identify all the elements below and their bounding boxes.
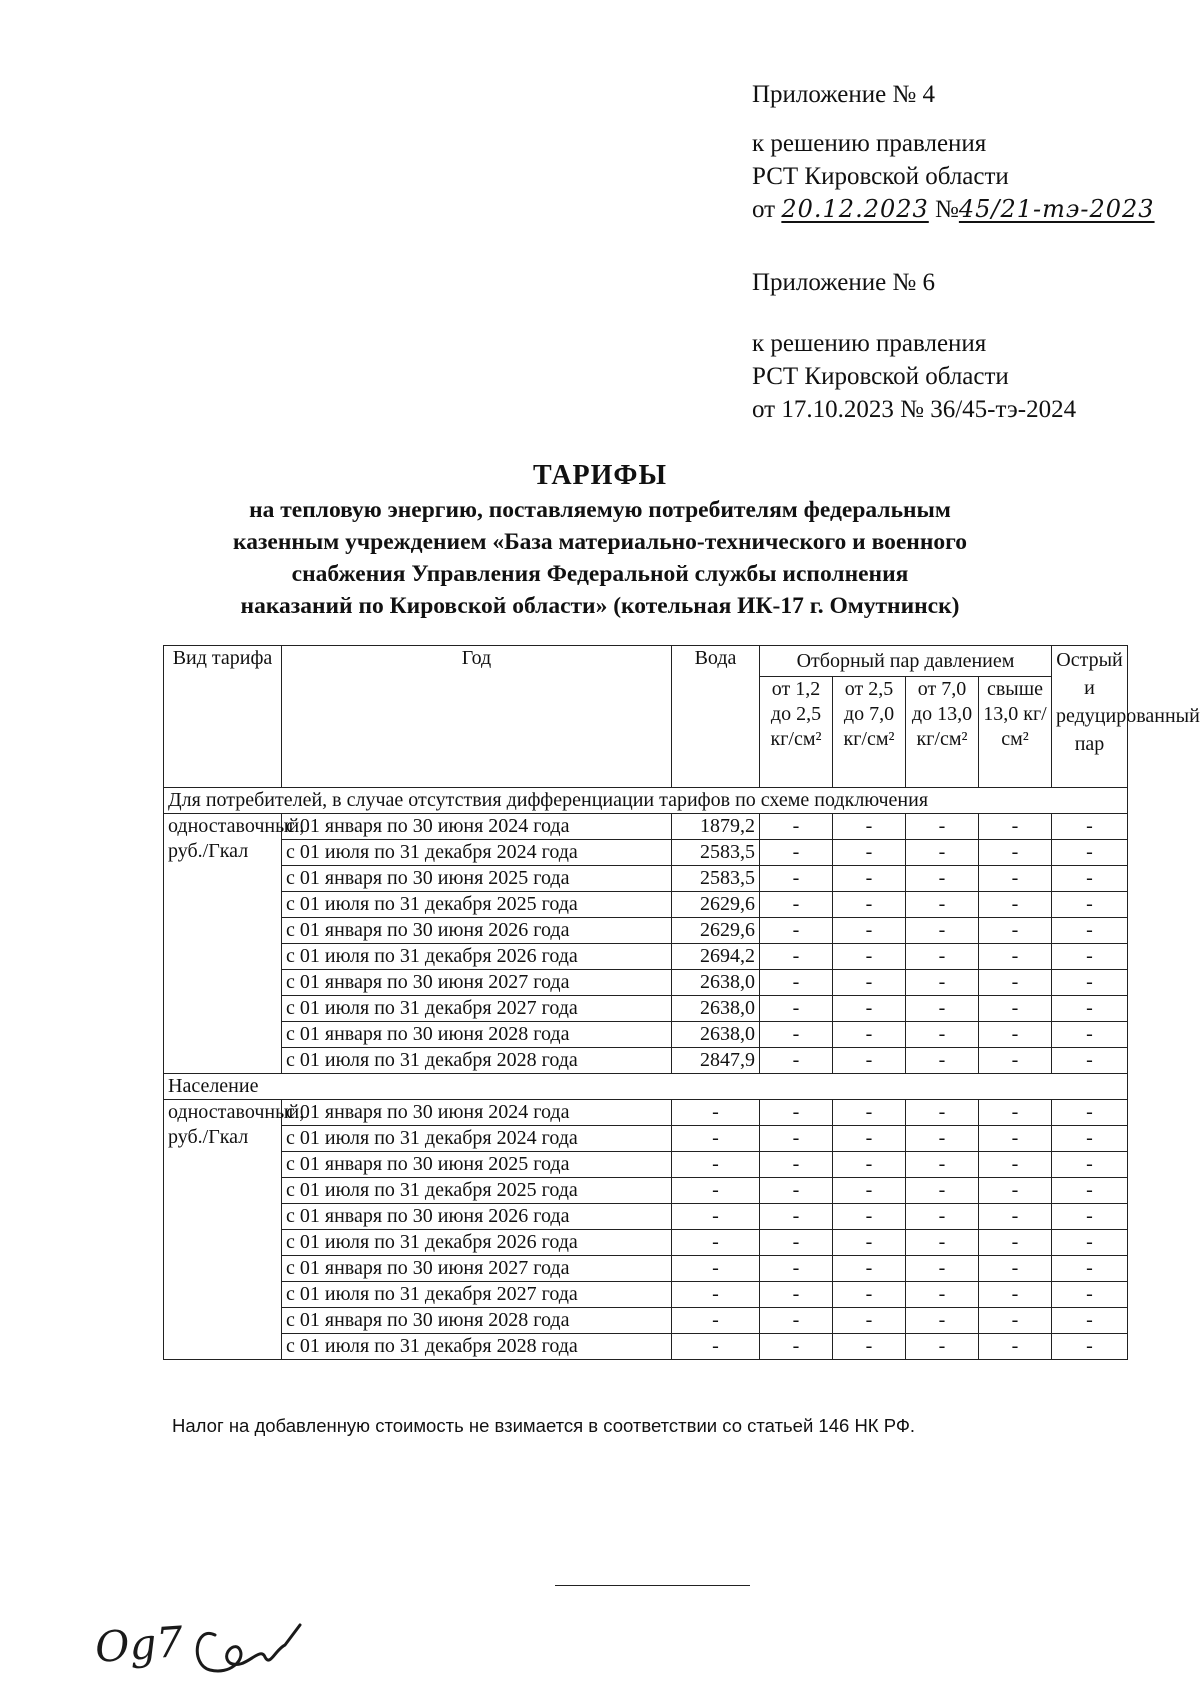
appendix-line: РСТ Кировской области xyxy=(752,363,1009,390)
table-row xyxy=(164,1022,1128,1048)
appendix-date-line xyxy=(752,193,1155,226)
sharp-cell: - xyxy=(1052,1256,1128,1282)
period-cell: с 01 января по 30 июня 2026 года xyxy=(282,918,672,944)
p4-cell: - xyxy=(979,1152,1052,1178)
handwritten-signature xyxy=(95,1605,325,1695)
period-cell: с 01 июля по 31 декабря 2025 года xyxy=(282,1178,672,1204)
period-cell: с 01 января по 30 июня 2027 года xyxy=(282,1256,672,1282)
table-row xyxy=(164,1152,1128,1178)
appendix-line: к решению правления xyxy=(752,130,987,157)
sharp-cell: - xyxy=(1052,1126,1128,1152)
p1-cell: - xyxy=(760,866,833,892)
water-cell: - xyxy=(672,1308,760,1334)
p4-cell: - xyxy=(979,814,1052,840)
separator-line xyxy=(555,1585,750,1586)
p3-cell: - xyxy=(906,1230,979,1256)
p2-cell: - xyxy=(833,1178,906,1204)
sharp-cell: - xyxy=(1052,944,1128,970)
period-cell: с 01 января по 30 июня 2028 года xyxy=(282,1022,672,1048)
p3-cell: - xyxy=(906,1204,979,1230)
p2-cell: - xyxy=(833,996,906,1022)
p3-cell: - xyxy=(906,1022,979,1048)
period-cell: с 01 июля по 31 декабря 2026 года xyxy=(282,944,672,970)
p1-cell: - xyxy=(760,1100,833,1126)
p2-cell: - xyxy=(833,1334,906,1360)
header-p4: свыше 13,0 кг/см² xyxy=(979,677,1052,788)
water-cell: - xyxy=(672,1126,760,1152)
sharp-cell: - xyxy=(1052,1152,1128,1178)
table-row xyxy=(164,996,1128,1022)
period-cell: с 01 июля по 31 декабря 2027 года xyxy=(282,1282,672,1308)
water-cell: 1879,2 xyxy=(672,814,760,840)
table-row xyxy=(164,1204,1128,1230)
tariff-type-cell: одноставочный, руб./Гкал xyxy=(164,1100,282,1360)
header-sharp-steam: Острый и редуцированный пар xyxy=(1052,646,1128,788)
p3-cell: - xyxy=(906,1152,979,1178)
sharp-cell: - xyxy=(1052,996,1128,1022)
water-cell: 2629,6 xyxy=(672,892,760,918)
p2-cell: - xyxy=(833,1308,906,1334)
sharp-cell: - xyxy=(1052,1230,1128,1256)
p3-cell: - xyxy=(906,1100,979,1126)
p1-cell: - xyxy=(760,1022,833,1048)
p3-cell: - xyxy=(906,918,979,944)
water-cell: 2847,9 xyxy=(672,1048,760,1074)
water-cell: 2694,2 xyxy=(672,944,760,970)
p1-cell: - xyxy=(760,944,833,970)
p1-cell: - xyxy=(760,892,833,918)
title-line: наказаний по Кировской области» (котельная ИК-17 г. Омутнинск) xyxy=(240,593,960,619)
sharp-cell: - xyxy=(1052,1100,1128,1126)
title-main: ТАРИФЫ xyxy=(533,460,667,491)
p1-cell: - xyxy=(760,970,833,996)
p1-cell: - xyxy=(760,918,833,944)
p1-cell: - xyxy=(760,996,833,1022)
header-water: Вода xyxy=(672,646,760,788)
p3-cell: - xyxy=(906,840,979,866)
water-cell: - xyxy=(672,1178,760,1204)
period-cell: с 01 июля по 31 декабря 2024 года xyxy=(282,1126,672,1152)
p4-cell: - xyxy=(979,1334,1052,1360)
period-cell: с 01 января по 30 июня 2024 года xyxy=(282,814,672,840)
tariff-table xyxy=(163,645,1200,1360)
header-p3: от 7,0 до 13,0 кг/см² xyxy=(906,677,979,788)
appendix-line: к решению правления xyxy=(752,330,987,357)
period-cell: с 01 января по 30 июня 2026 года xyxy=(282,1204,672,1230)
p4-cell: - xyxy=(979,1308,1052,1334)
sharp-cell: - xyxy=(1052,892,1128,918)
p2-cell: - xyxy=(833,1204,906,1230)
table-row xyxy=(164,1126,1128,1152)
header-steam: Отборный пар давлением xyxy=(760,646,1052,677)
p4-cell: - xyxy=(979,996,1052,1022)
p4-cell: - xyxy=(979,1178,1052,1204)
appendix-line: РСТ Кировской области xyxy=(752,163,1009,190)
p4-cell: - xyxy=(979,944,1052,970)
period-cell: с 01 июля по 31 декабря 2025 года xyxy=(282,892,672,918)
tariff-type-cell: одноставочный, руб./Гкал xyxy=(164,814,282,1074)
table-row xyxy=(164,918,1128,944)
section-title: Население xyxy=(164,1074,1128,1100)
period-cell: с 01 июля по 31 декабря 2027 года xyxy=(282,996,672,1022)
p3-cell: - xyxy=(906,996,979,1022)
sharp-cell: - xyxy=(1052,1048,1128,1074)
p2-cell: - xyxy=(833,840,906,866)
number-prefix: № xyxy=(935,196,959,223)
table-row xyxy=(164,1256,1128,1282)
header-year: Год xyxy=(282,646,672,788)
water-cell: - xyxy=(672,1152,760,1178)
p1-cell: - xyxy=(760,1178,833,1204)
period-cell: с 01 января по 30 июня 2024 года xyxy=(282,1100,672,1126)
p4-cell: - xyxy=(979,840,1052,866)
appendix-header-2 xyxy=(752,266,1076,426)
table-row xyxy=(164,814,1128,840)
signature-scribble xyxy=(197,1625,300,1671)
p2-cell: - xyxy=(833,1230,906,1256)
p3-cell: - xyxy=(906,1126,979,1152)
p3-cell: - xyxy=(906,970,979,996)
appendix-title: Приложение № 6 xyxy=(752,269,936,296)
water-cell: 2583,5 xyxy=(672,866,760,892)
p2-cell: - xyxy=(833,918,906,944)
period-cell: с 01 июля по 31 декабря 2026 года xyxy=(282,1230,672,1256)
period-cell: с 01 июля по 31 декабря 2028 года xyxy=(282,1334,672,1360)
p1-cell: - xyxy=(760,1126,833,1152)
period-cell: с 01 июля по 31 декабря 2024 года xyxy=(282,840,672,866)
period-cell: с 01 января по 30 июня 2027 года xyxy=(282,970,672,996)
sharp-cell: - xyxy=(1052,866,1128,892)
sharp-cell: - xyxy=(1052,840,1128,866)
water-cell: - xyxy=(672,1230,760,1256)
header-row xyxy=(164,646,1128,677)
sharp-cell: - xyxy=(1052,1178,1128,1204)
table-row xyxy=(164,866,1128,892)
p4-cell: - xyxy=(979,1022,1052,1048)
water-cell: 2638,0 xyxy=(672,996,760,1022)
p3-cell: - xyxy=(906,1308,979,1334)
sharp-cell: - xyxy=(1052,970,1128,996)
p1-cell: - xyxy=(760,814,833,840)
water-cell: 2638,0 xyxy=(672,970,760,996)
p2-cell: - xyxy=(833,1256,906,1282)
p4-cell: - xyxy=(979,1204,1052,1230)
p1-cell: - xyxy=(760,1152,833,1178)
water-cell: - xyxy=(672,1334,760,1360)
p2-cell: - xyxy=(833,892,906,918)
p2-cell: - xyxy=(833,1048,906,1074)
water-cell: 2583,5 xyxy=(672,840,760,866)
period-cell: с 01 января по 30 июня 2025 года xyxy=(282,866,672,892)
p2-cell: - xyxy=(833,1282,906,1308)
header-p1: от 1,2 до 2,5 кг/см² xyxy=(760,677,833,788)
p3-cell: - xyxy=(906,1048,979,1074)
p3-cell: - xyxy=(906,1256,979,1282)
title-line: снабжения Управления Федеральной службы исполнения xyxy=(291,561,909,587)
table-row xyxy=(164,1308,1128,1334)
p1-cell: - xyxy=(760,1048,833,1074)
water-cell: 2638,0 xyxy=(672,1022,760,1048)
sharp-cell: - xyxy=(1052,1282,1128,1308)
header-p2: от 2,5 до 7,0 кг/см² xyxy=(833,677,906,788)
water-cell: - xyxy=(672,1256,760,1282)
water-cell: - xyxy=(672,1282,760,1308)
table-row xyxy=(164,1100,1128,1126)
p1-cell: - xyxy=(760,840,833,866)
table-row xyxy=(164,892,1128,918)
handwritten-number: 45/21-тэ-2023 xyxy=(958,195,1155,223)
period-cell: с 01 января по 30 июня 2028 года xyxy=(282,1308,672,1334)
document-title xyxy=(150,458,1050,622)
table-row xyxy=(164,840,1128,866)
table-row xyxy=(164,1334,1128,1360)
appendix-line: от 17.10.2023 № 36/45-тэ-2024 xyxy=(752,396,1077,423)
p1-cell: - xyxy=(760,1334,833,1360)
water-cell: - xyxy=(672,1204,760,1230)
header-type: Вид тарифа xyxy=(164,646,282,788)
section-row xyxy=(164,788,1128,814)
date-prefix: от xyxy=(752,196,776,223)
p3-cell: - xyxy=(906,866,979,892)
p3-cell: - xyxy=(906,814,979,840)
section-row xyxy=(164,1074,1128,1100)
p4-cell: - xyxy=(979,1282,1052,1308)
p1-cell: - xyxy=(760,1256,833,1282)
p2-cell: - xyxy=(833,814,906,840)
p4-cell: - xyxy=(979,1256,1052,1282)
table-row xyxy=(164,1178,1128,1204)
period-cell: с 01 января по 30 июня 2025 года xyxy=(282,1152,672,1178)
handwritten-date: 20.12.2023 xyxy=(781,195,929,223)
water-cell: 2629,6 xyxy=(672,918,760,944)
p1-cell: - xyxy=(760,1282,833,1308)
p1-cell: - xyxy=(760,1230,833,1256)
p4-cell: - xyxy=(979,1048,1052,1074)
table-row xyxy=(164,1282,1128,1308)
p4-cell: - xyxy=(979,866,1052,892)
p1-cell: - xyxy=(760,1308,833,1334)
p3-cell: - xyxy=(906,1334,979,1360)
signature-initials: Og7 xyxy=(95,1617,185,1673)
p4-cell: - xyxy=(979,970,1052,996)
p4-cell: - xyxy=(979,892,1052,918)
table-row xyxy=(164,944,1128,970)
sharp-cell: - xyxy=(1052,1308,1128,1334)
p2-cell: - xyxy=(833,1126,906,1152)
sharp-cell: - xyxy=(1052,918,1128,944)
sharp-cell: - xyxy=(1052,1334,1128,1360)
p2-cell: - xyxy=(833,970,906,996)
water-cell: - xyxy=(672,1100,760,1126)
p1-cell: - xyxy=(760,1204,833,1230)
p4-cell: - xyxy=(979,918,1052,944)
appendix-title: Приложение № 4 xyxy=(752,81,936,108)
p3-cell: - xyxy=(906,892,979,918)
p2-cell: - xyxy=(833,866,906,892)
p2-cell: - xyxy=(833,944,906,970)
table-row xyxy=(164,1048,1128,1074)
sharp-cell: - xyxy=(1052,814,1128,840)
p3-cell: - xyxy=(906,944,979,970)
sharp-cell: - xyxy=(1052,1022,1128,1048)
sharp-cell: - xyxy=(1052,1204,1128,1230)
p4-cell: - xyxy=(979,1230,1052,1256)
p3-cell: - xyxy=(906,1282,979,1308)
vat-footnote: Налог на добавленную стоимость не взимается в соответствии со статьей 146 НК РФ. xyxy=(172,1415,916,1436)
p2-cell: - xyxy=(833,1100,906,1126)
p4-cell: - xyxy=(979,1126,1052,1152)
p4-cell: - xyxy=(979,1100,1052,1126)
table-row xyxy=(164,1230,1128,1256)
title-line: на тепловую энергию, поставляемую потребителям федеральным xyxy=(249,497,951,523)
period-cell: с 01 июля по 31 декабря 2028 года xyxy=(282,1048,672,1074)
p2-cell: - xyxy=(833,1022,906,1048)
appendix-header-1 xyxy=(752,78,1155,226)
table-row xyxy=(164,970,1128,996)
section-title: Для потребителей, в случае отсутствия дифференциации тарифов по схеме подключения xyxy=(164,788,1128,814)
p2-cell: - xyxy=(833,1152,906,1178)
title-line: казенным учреждением «База материально-технического и военного xyxy=(233,529,967,555)
p3-cell: - xyxy=(906,1178,979,1204)
